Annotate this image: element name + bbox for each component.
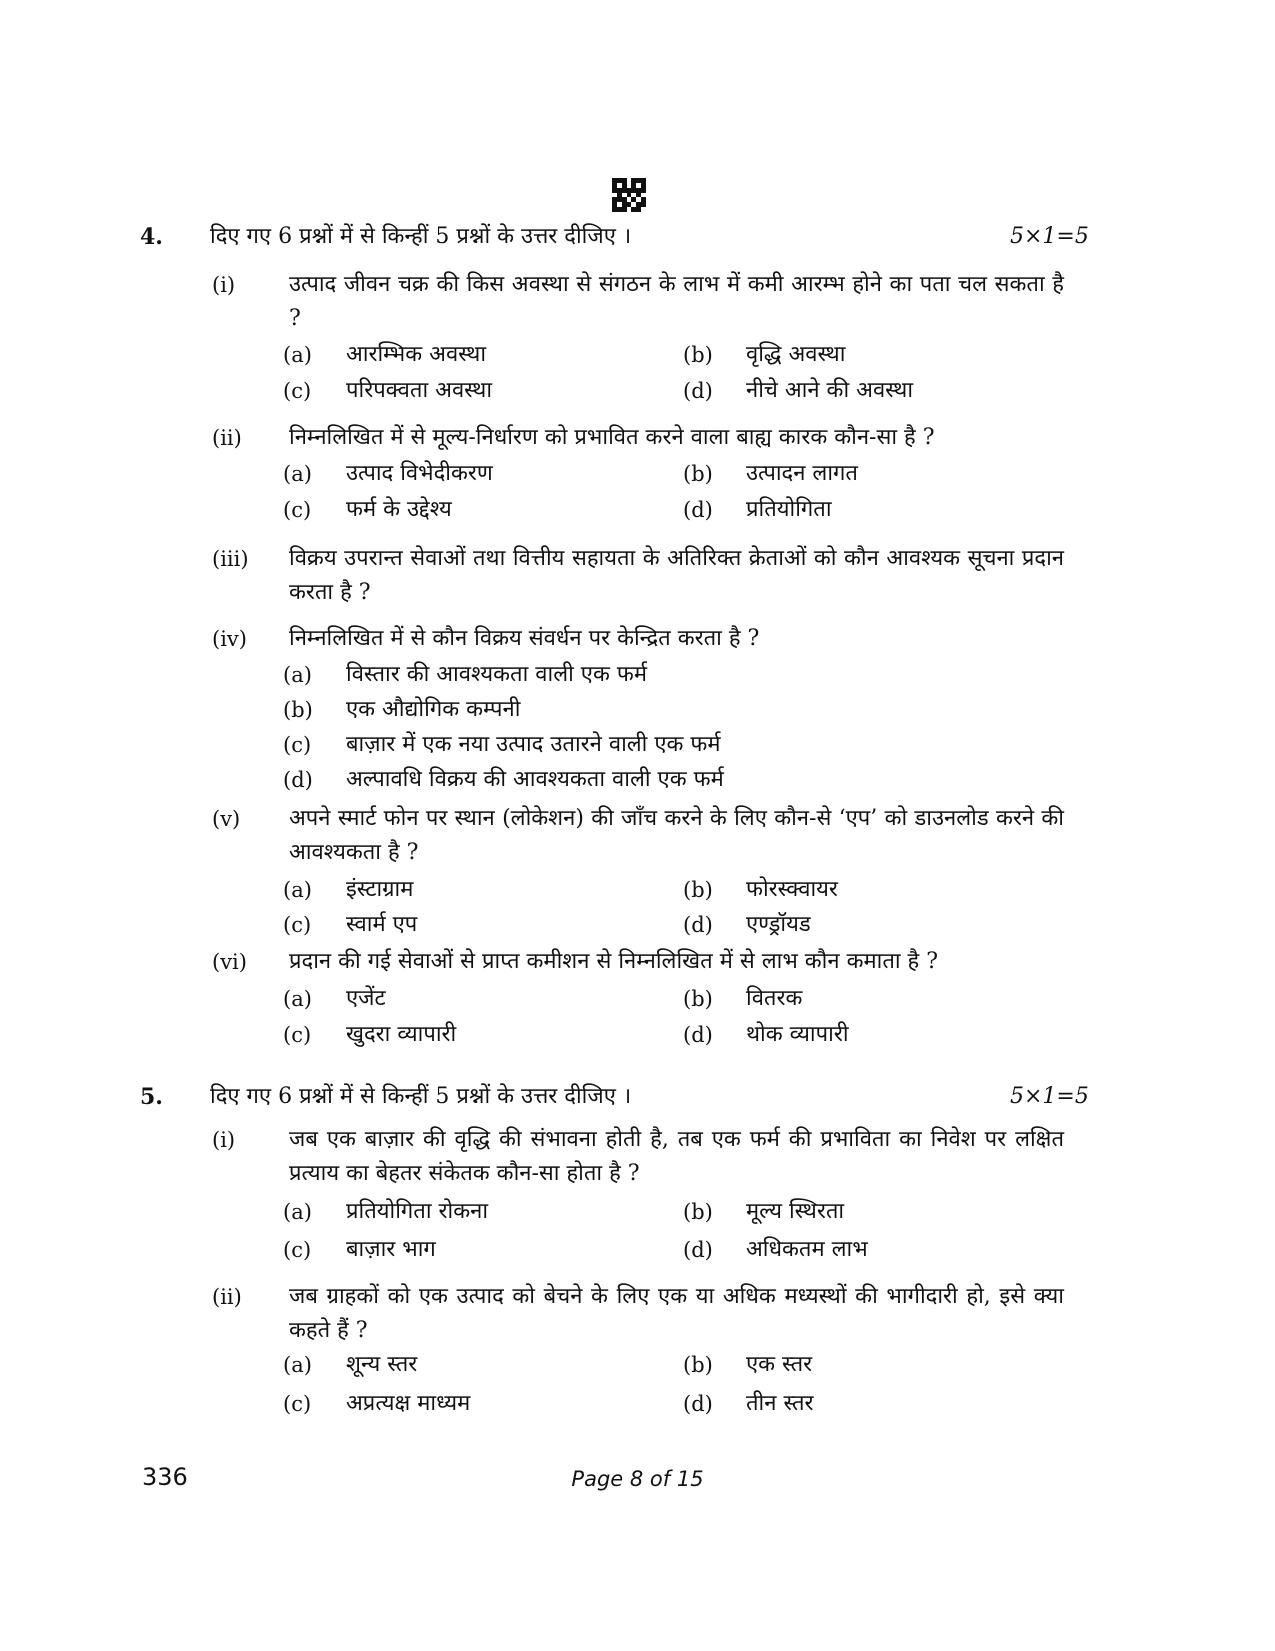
q4-item-1-option-c: परिपक्वता अवस्था bbox=[346, 378, 493, 403]
q4-item-2-option-b: उत्पादन लागत bbox=[746, 461, 858, 486]
q5-item-2-option-a: शून्य स्तर bbox=[346, 1352, 418, 1377]
q4-item-4-option-d-label: (d) bbox=[283, 768, 313, 792]
q4-item-1-option-c-label: (c) bbox=[283, 379, 312, 403]
q4-item-6-label: (vi) bbox=[212, 950, 247, 974]
q4-item-5-label: (v) bbox=[212, 807, 241, 831]
question-5-number: 5. bbox=[140, 1084, 163, 1110]
q4-item-6-option-d-label: (d) bbox=[683, 1023, 713, 1047]
q4-item-5-option-a-label: (a) bbox=[283, 878, 312, 902]
q5-item-1-text: जब एक बाज़ार की वृद्धि की संभावना होती है, तब एक फर्म की प्रभाविता का निवेश पर लक्षित प्रत्याय का बेहतर संकेतक कौन-सा होता है ? bbox=[289, 1127, 1064, 1186]
page-number: Page 8 of 15 bbox=[571, 1467, 704, 1491]
question-5-instruction: दिए गए 6 प्रश्नों में से किन्हीं 5 प्रश्नों के उत्तर दीजिए । bbox=[210, 1084, 632, 1109]
q4-item-1-text: उत्पाद जीवन चक्र की किस अवस्था से संगठन के लाभ में कमी आरम्भ होने का पता चल सकता है ? bbox=[289, 272, 1064, 331]
q5-item-2-option-d: तीन स्तर bbox=[746, 1391, 814, 1416]
q4-item-4-option-b: एक औद्योगिक कम्पनी bbox=[346, 697, 521, 722]
q5-item-2-option-b-label: (b) bbox=[683, 1353, 713, 1377]
q4-item-3-label: (iii) bbox=[212, 547, 249, 571]
q4-item-2-text: निम्नलिखित में से मूल्य-निर्धारण को प्रभावित करने वाला बाह्य कारक कौन-सा है ? bbox=[289, 425, 935, 450]
question-5-marks: 5×1=5 bbox=[1010, 1084, 1089, 1109]
q5-item-1-option-b-label: (b) bbox=[683, 1200, 713, 1224]
q4-item-2-label: (ii) bbox=[212, 426, 242, 450]
q4-item-4-option-c-label: (c) bbox=[283, 733, 312, 757]
q5-item-1-label: (i) bbox=[212, 1128, 236, 1152]
q4-item-4-option-a: विस्तार की आवश्यकता वाली एक फर्म bbox=[346, 662, 647, 687]
q4-item-6-option-a-label: (a) bbox=[283, 987, 312, 1011]
q4-item-6-option-d: थोक व्यापारी bbox=[746, 1022, 849, 1047]
q4-item-6-option-c: खुदरा व्यापारी bbox=[346, 1022, 457, 1047]
q4-item-5-option-a: इंस्टाग्राम bbox=[346, 877, 414, 902]
q4-item-5-option-c-label: (c) bbox=[283, 913, 312, 937]
q4-item-4-label: (iv) bbox=[212, 627, 247, 651]
q4-item-6-text: प्रदान की गई सेवाओं से प्राप्त कमीशन से निम्नलिखित में से लाभ कौन कमाता है ? bbox=[289, 949, 939, 974]
q5-item-1-option-d: अधिकतम लाभ bbox=[746, 1237, 868, 1262]
q5-item-2-option-a-label: (a) bbox=[283, 1353, 312, 1377]
q4-item-1-option-b-label: (b) bbox=[683, 343, 713, 367]
q4-item-6-option-a: एजेंट bbox=[346, 986, 386, 1011]
question-4-instruction: दिए गए 6 प्रश्नों में से किन्हीं 5 प्रश्नों के उत्तर दीजिए । bbox=[210, 224, 632, 249]
q4-item-5-option-b: फोरस्क्वायर bbox=[746, 877, 838, 902]
q4-item-5-option-d-label: (d) bbox=[683, 913, 713, 937]
q4-item-4-option-a-label: (a) bbox=[283, 663, 312, 687]
q4-item-5-option-b-label: (b) bbox=[683, 878, 713, 902]
qr-code bbox=[612, 178, 646, 212]
q4-item-4-option-b-label: (b) bbox=[283, 698, 313, 722]
q4-item-1-option-b: वृद्धि अवस्था bbox=[746, 342, 846, 367]
q4-item-2-option-d-label: (d) bbox=[683, 498, 713, 522]
q4-item-6-option-c-label: (c) bbox=[283, 1023, 312, 1047]
q4-item-4-text: निम्नलिखित में से कौन विक्रय संवर्धन पर केन्द्रित करता है ? bbox=[289, 626, 760, 651]
q5-item-2-text: जब ग्राहकों को एक उत्पाद को बेचने के लिए एक या अधिक मध्यस्थों की भागीदारी हो, इसे क्या कहते हैं ? bbox=[289, 1284, 1064, 1343]
q4-item-1-option-d: नीचे आने की अवस्था bbox=[746, 378, 914, 403]
q5-item-1-option-a-label: (a) bbox=[283, 1200, 312, 1224]
q5-item-1-option-b: मूल्य स्थिरता bbox=[746, 1199, 845, 1224]
q5-item-2-option-c: अप्रत्यक्ष माध्यम bbox=[346, 1391, 471, 1416]
question-4-number: 4. bbox=[140, 224, 163, 250]
q4-item-6-option-b-label: (b) bbox=[683, 987, 713, 1011]
q4-item-6-option-b: वितरक bbox=[746, 986, 803, 1011]
q4-item-2-option-a-label: (a) bbox=[283, 462, 312, 486]
question-4-marks: 5×1=5 bbox=[1010, 224, 1089, 249]
q4-item-5-option-d: एण्ड्रॉयड bbox=[746, 912, 811, 937]
q5-item-2-option-d-label: (d) bbox=[683, 1392, 713, 1416]
q4-item-5-text: अपने स्मार्ट फोन पर स्थान (लोकेशन) की जाँच करने के लिए कौन-से ‘एप’ को डाउनलोड करने की आवश्यकता है ? bbox=[289, 806, 1064, 865]
q4-item-2-option-d: प्रतियोगिता bbox=[746, 497, 832, 522]
q5-item-1-option-d-label: (d) bbox=[683, 1238, 713, 1262]
q5-item-2-label: (ii) bbox=[212, 1285, 242, 1309]
q4-item-5-option-c: स्वार्म एप bbox=[346, 912, 418, 937]
q4-item-1-option-d-label: (d) bbox=[683, 379, 713, 403]
q5-item-1-option-c-label: (c) bbox=[283, 1238, 312, 1262]
q5-item-2-option-b: एक स्तर bbox=[746, 1352, 813, 1377]
q5-item-1-option-c: बाज़ार भाग bbox=[346, 1237, 436, 1262]
q4-item-1-option-a: आरम्भिक अवस्था bbox=[346, 342, 487, 367]
paper-code: 336 bbox=[142, 1463, 188, 1491]
q5-item-1-option-a: प्रतियोगिता रोकना bbox=[346, 1199, 489, 1224]
q4-item-1-option-a-label: (a) bbox=[283, 343, 312, 367]
q4-item-2-option-c-label: (c) bbox=[283, 498, 312, 522]
q4-item-2-option-a: उत्पाद विभेदीकरण bbox=[346, 461, 493, 486]
q4-item-4-option-c: बाज़ार में एक नया उत्पाद उतारने वाली एक फर्म bbox=[346, 732, 721, 757]
q5-item-2-option-c-label: (c) bbox=[283, 1392, 312, 1416]
q4-item-4-option-d: अल्पावधि विक्रय की आवश्यकता वाली एक फर्म bbox=[346, 767, 724, 792]
q4-item-2-option-c: फर्म के उद्देश्य bbox=[346, 497, 452, 522]
q4-item-3-text: विक्रय उपरान्त सेवाओं तथा वित्तीय सहायता के अतिरिक्त क्रेताओं को कौन आवश्यक सूचना प्रदान करता है ? bbox=[289, 546, 1064, 605]
q4-item-1-label: (i) bbox=[212, 273, 236, 297]
q4-item-2-option-b-label: (b) bbox=[683, 462, 713, 486]
